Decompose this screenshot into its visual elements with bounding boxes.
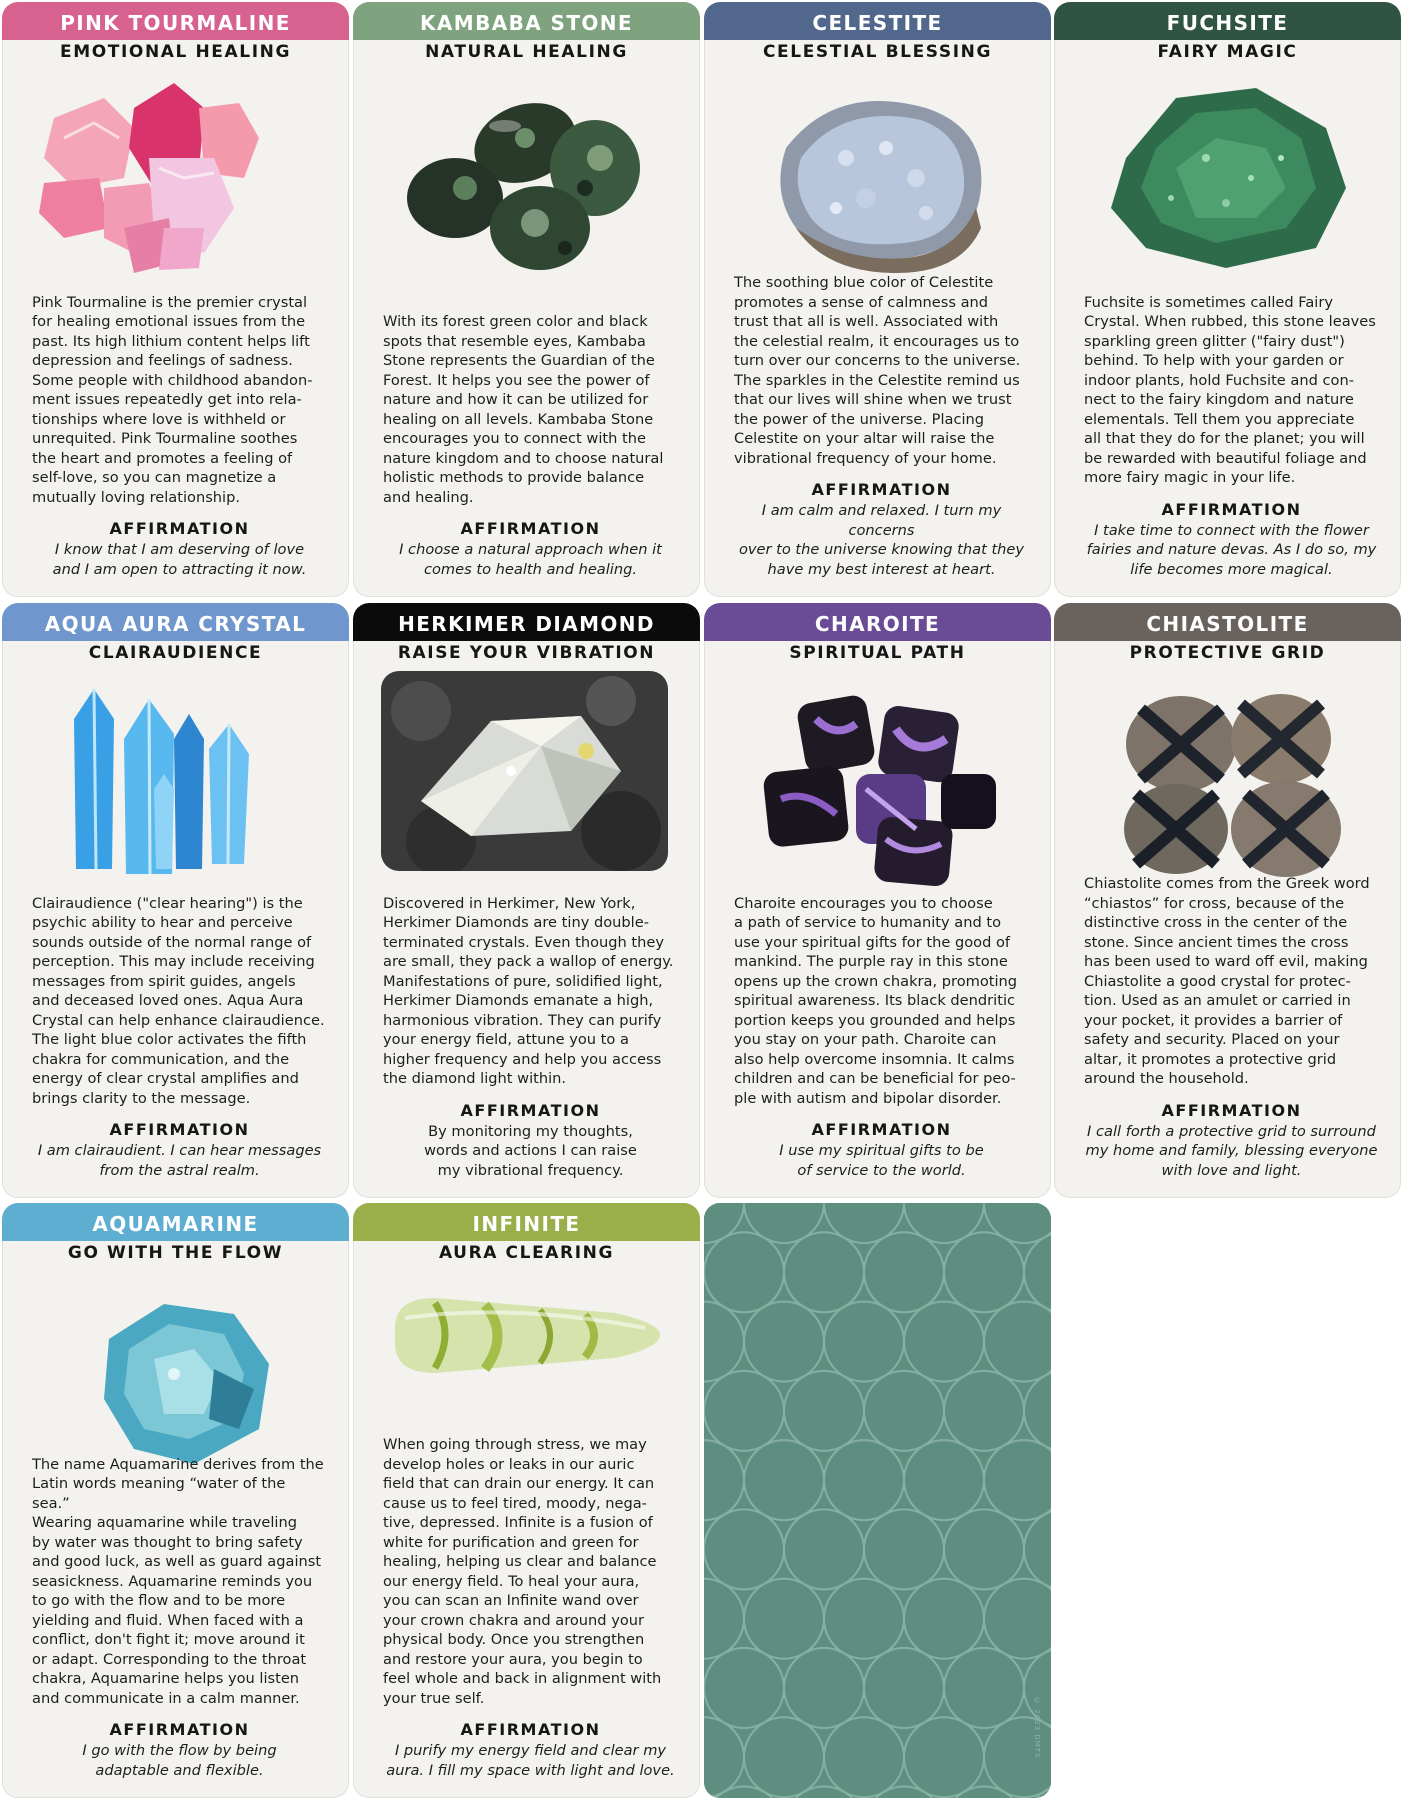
card-text (383, 1435, 678, 1780)
card-text (383, 312, 678, 579)
affirmation-text: I purify my energy field and clear my aura. I fill my space with light and love. (386, 1742, 675, 1779)
affirmation-label: AFFIRMATION (811, 1120, 952, 1139)
card-charoite (704, 603, 1051, 1198)
flower-of-life-pattern (704, 1203, 1051, 1798)
affirmation-text: I know that I am deserving of love and I am open to attracting it now. (52, 541, 307, 578)
affirmation-text: I go with the flow by being adaptable and flexible. (82, 1742, 277, 1779)
card-description: Charoite encourages you to choose a path of service to humanity and to use your spiritual gifts for the good of mankind. The purple ray in this stone opens up the crown chakra, promoting spiritual awareness. Its black dendritic portion keeps you grounded and helps you stay on your path. Charoite can also help overcome insomnia. It calms children and can be beneficial for peo- ple with autism and bipolar disorder. (734, 894, 1018, 1107)
card-description: Fuchsite is sometimes called Fairy Crystal. When rubbed, this stone leaves sparkling green glitter ("fairy dust") behind. To help with your garden or indoor plants, hold Fuchsite and con- nect to the fairy kingdom and nature elementals. Tell them you appreciate all that they do for the planet; you will be rewarded with beautiful foliage and more fairy magic in your life. (1084, 293, 1376, 486)
celestite-geode-image (726, 78, 1029, 288)
card-back-mark: © 2023 DMTS (1033, 1696, 1041, 1758)
card-herkimer-diamond (353, 603, 700, 1198)
chiastolite-stones-image (1076, 679, 1379, 889)
affirmation-label: AFFIRMATION (1161, 499, 1302, 519)
card-infinite (353, 1203, 700, 1798)
card-fuchsite (1054, 2, 1401, 597)
card-theme: PROTECTIVE GRID (1129, 643, 1326, 663)
card-description: With its forest green color and black spots that resemble eyes, Kambaba Stone represents the Guardian of the Forest. It helps you see the power of nature and how it can be utilized for healing on all levels. Kambaba Stone encourages you to connect with the nature kingdom and to choose natural holistic methods to provide balance and healing. (383, 313, 664, 506)
affirmation-text: I use my spiritual gifts to be of service to the world. (779, 1142, 984, 1179)
card-description: Discovered in Herkimer, New York, Herkimer Diamonds are tiny double- terminated crystals. Even though they are small, they pack a wallop of energy. Manifestations of pure, solidified light, Herkimer Diamonds emanate a high, harmonious vibration. They can purify your energy field, attune you to a higher frequency and help you access the diamond light within. (383, 894, 674, 1087)
card-description: Clairaudience ("clear hearing") is the psychic ability to hear and perceive sounds outside of the normal range of perception. This may include receiving messages from spirit guides, angels and deceased loved ones. Aqua Aura Crystal can help enhance clairaudience. The light blue color activates the fifth chakra for communication, and the energy of clear crystal amplifies and brings clarity to the message. (32, 894, 325, 1107)
card-celestite (704, 2, 1051, 597)
card-description: Pink Tourmaline is the premier crystal for healing emotional issues from the past. Its high lithium content helps lift depression and feelings of sadness. Some people with childhood abandon- ment issues repeatedly get into rela- tionships where love is withheld or unrequited. Pink Tourmaline soothes the heart and promotes a feeling of self-love, so you can magnetize a mutually loving relationship. (32, 293, 313, 506)
affirmation-text: By monitoring my thoughts, words and actions I can raise my vibrational frequency. (424, 1122, 637, 1179)
card-description: Chiastolite comes from the Greek word “chiastos” for cross, because of the distinctive cross in the center of the stone. Since ancient times the cross has been used to ward off evil, making Chiastolite a good crystal for protec- tion. Used as an amulet or carried in your pocket, it provides a barrier of safety and security. Placed on your altar, it promotes a protective grid around the household. (1084, 875, 1370, 1087)
card-aquamarine (2, 1203, 349, 1798)
card-text (32, 894, 327, 1181)
card-theme: CLAIRAUDIENCE (88, 643, 263, 663)
pink-tourmaline-image (24, 78, 327, 288)
card-text (734, 273, 1029, 579)
affirmation-label: AFFIRMATION (460, 519, 601, 538)
aqua-aura-crystal-image (24, 679, 327, 889)
card-text (1084, 874, 1379, 1180)
card-theme: GO WITH THE FLOW (67, 1243, 284, 1263)
card-theme: NATURAL HEALING (425, 42, 628, 62)
kambaba-stones-image (375, 78, 678, 288)
card-theme: AURA CLEARING (438, 1243, 615, 1263)
card-theme: FAIRY MAGIC (1157, 42, 1298, 62)
card-title-band: AQUAMARINE (2, 1203, 349, 1241)
card-title-band: HERKIMER DIAMOND (353, 603, 700, 641)
card-title-band: PINK TOURMALINE (2, 2, 349, 40)
affirmation-label: AFFIRMATION (1161, 1100, 1302, 1120)
card-description: The name Aquamarine derives from the Latin words meaning “water of the sea.” Wearing aquamarine while traveling by water was thought to bring safety and good luck, as well as guard against seasickness. Aquamarine reminds you to go with the flow and to be more yielding and fluid. When faced with a conflict, don't fight it; move around it or adapt. Corresponding to the throat chakra, Aquamarine helps you listen and communicate in a calm manner. (32, 1455, 324, 1707)
card-theme: CELESTIAL BLESSING (762, 42, 993, 62)
card-pink-tourmaline (2, 2, 349, 597)
card-title-band: KAMBABA STONE (353, 2, 700, 40)
card-theme: SPIRITUAL PATH (789, 643, 966, 663)
affirmation-label: AFFIRMATION (811, 480, 952, 499)
card-text (1084, 293, 1379, 580)
card-aqua-aura-crystal (2, 603, 349, 1198)
fuchsite-rock-image (1076, 78, 1379, 288)
card-title-band: FUCHSITE (1054, 2, 1401, 40)
affirmation-label: AFFIRMATION (460, 1100, 601, 1120)
affirmation-label: AFFIRMATION (109, 519, 250, 538)
charoite-stones-image (726, 679, 1029, 889)
card-text (383, 894, 678, 1181)
card-back-flower-of-life (704, 1203, 1051, 1798)
card-theme: EMOTIONAL HEALING (59, 42, 292, 62)
card-chiastolite (1054, 603, 1401, 1198)
affirmation-label: AFFIRMATION (109, 1120, 250, 1139)
affirmation-text: I call forth a protective grid to surround my home and family, blessing everyone with love and light. (1085, 1122, 1378, 1179)
card-description: When going through stress, we may develop holes or leaks in our auric field that can drain our energy. It can cause us to feel tired, moody, nega- tive, depressed. Infinite is a fusion of white for purification and green for healing, helping us clear and balance our energy field. To heal your aura, you can scan an Infinite wand over your crown chakra and around your physical body. Once you strengthen and restore your aura, you begin to feel whole and back in alignment with your true self. (383, 1436, 662, 1707)
card-title-band: AQUA AURA CRYSTAL (2, 603, 349, 641)
herkimer-diamond-image (381, 671, 668, 871)
card-text (734, 894, 1029, 1181)
affirmation-text: I take time to connect with the flower fairies and nature devas. As I do so, my life becomes more magical. (1086, 521, 1377, 578)
affirmation-label: AFFIRMATION (109, 1720, 250, 1739)
affirmation-label: AFFIRMATION (460, 1720, 601, 1739)
card-kambaba-stone (353, 2, 700, 597)
affirmation-text: I choose a natural approach when it comes to health and healing. (399, 541, 662, 578)
card-theme: RAISE YOUR VIBRATION (397, 643, 656, 663)
card-description: The soothing blue color of Celestite promotes a sense of calmness and trust that all is well. Associated with the celestial realm, it encourages us to turn over our concerns to the universe. The sparkles in the Celestite remind us that our lives will shine when we trust the power of the universe. Placing Celestite on your altar will raise the vibrational frequency of your home. (734, 274, 1021, 467)
affirmation-text: I am calm and relaxed. I turn my concerns over to the universe knowing that they have my best interest at heart. (738, 502, 1025, 578)
affirmation-text: I am clairaudient. I can hear messages from the astral realm. (37, 1142, 322, 1179)
card-text (32, 293, 327, 580)
card-title-band: CHIASTOLITE (1054, 603, 1401, 641)
infinite-wand-image (375, 1273, 678, 1403)
card-text (32, 1455, 327, 1781)
card-title-band: CHAROITE (704, 603, 1051, 641)
card-title-band: CELESTITE (704, 2, 1051, 40)
card-title-band: INFINITE (353, 1203, 700, 1241)
